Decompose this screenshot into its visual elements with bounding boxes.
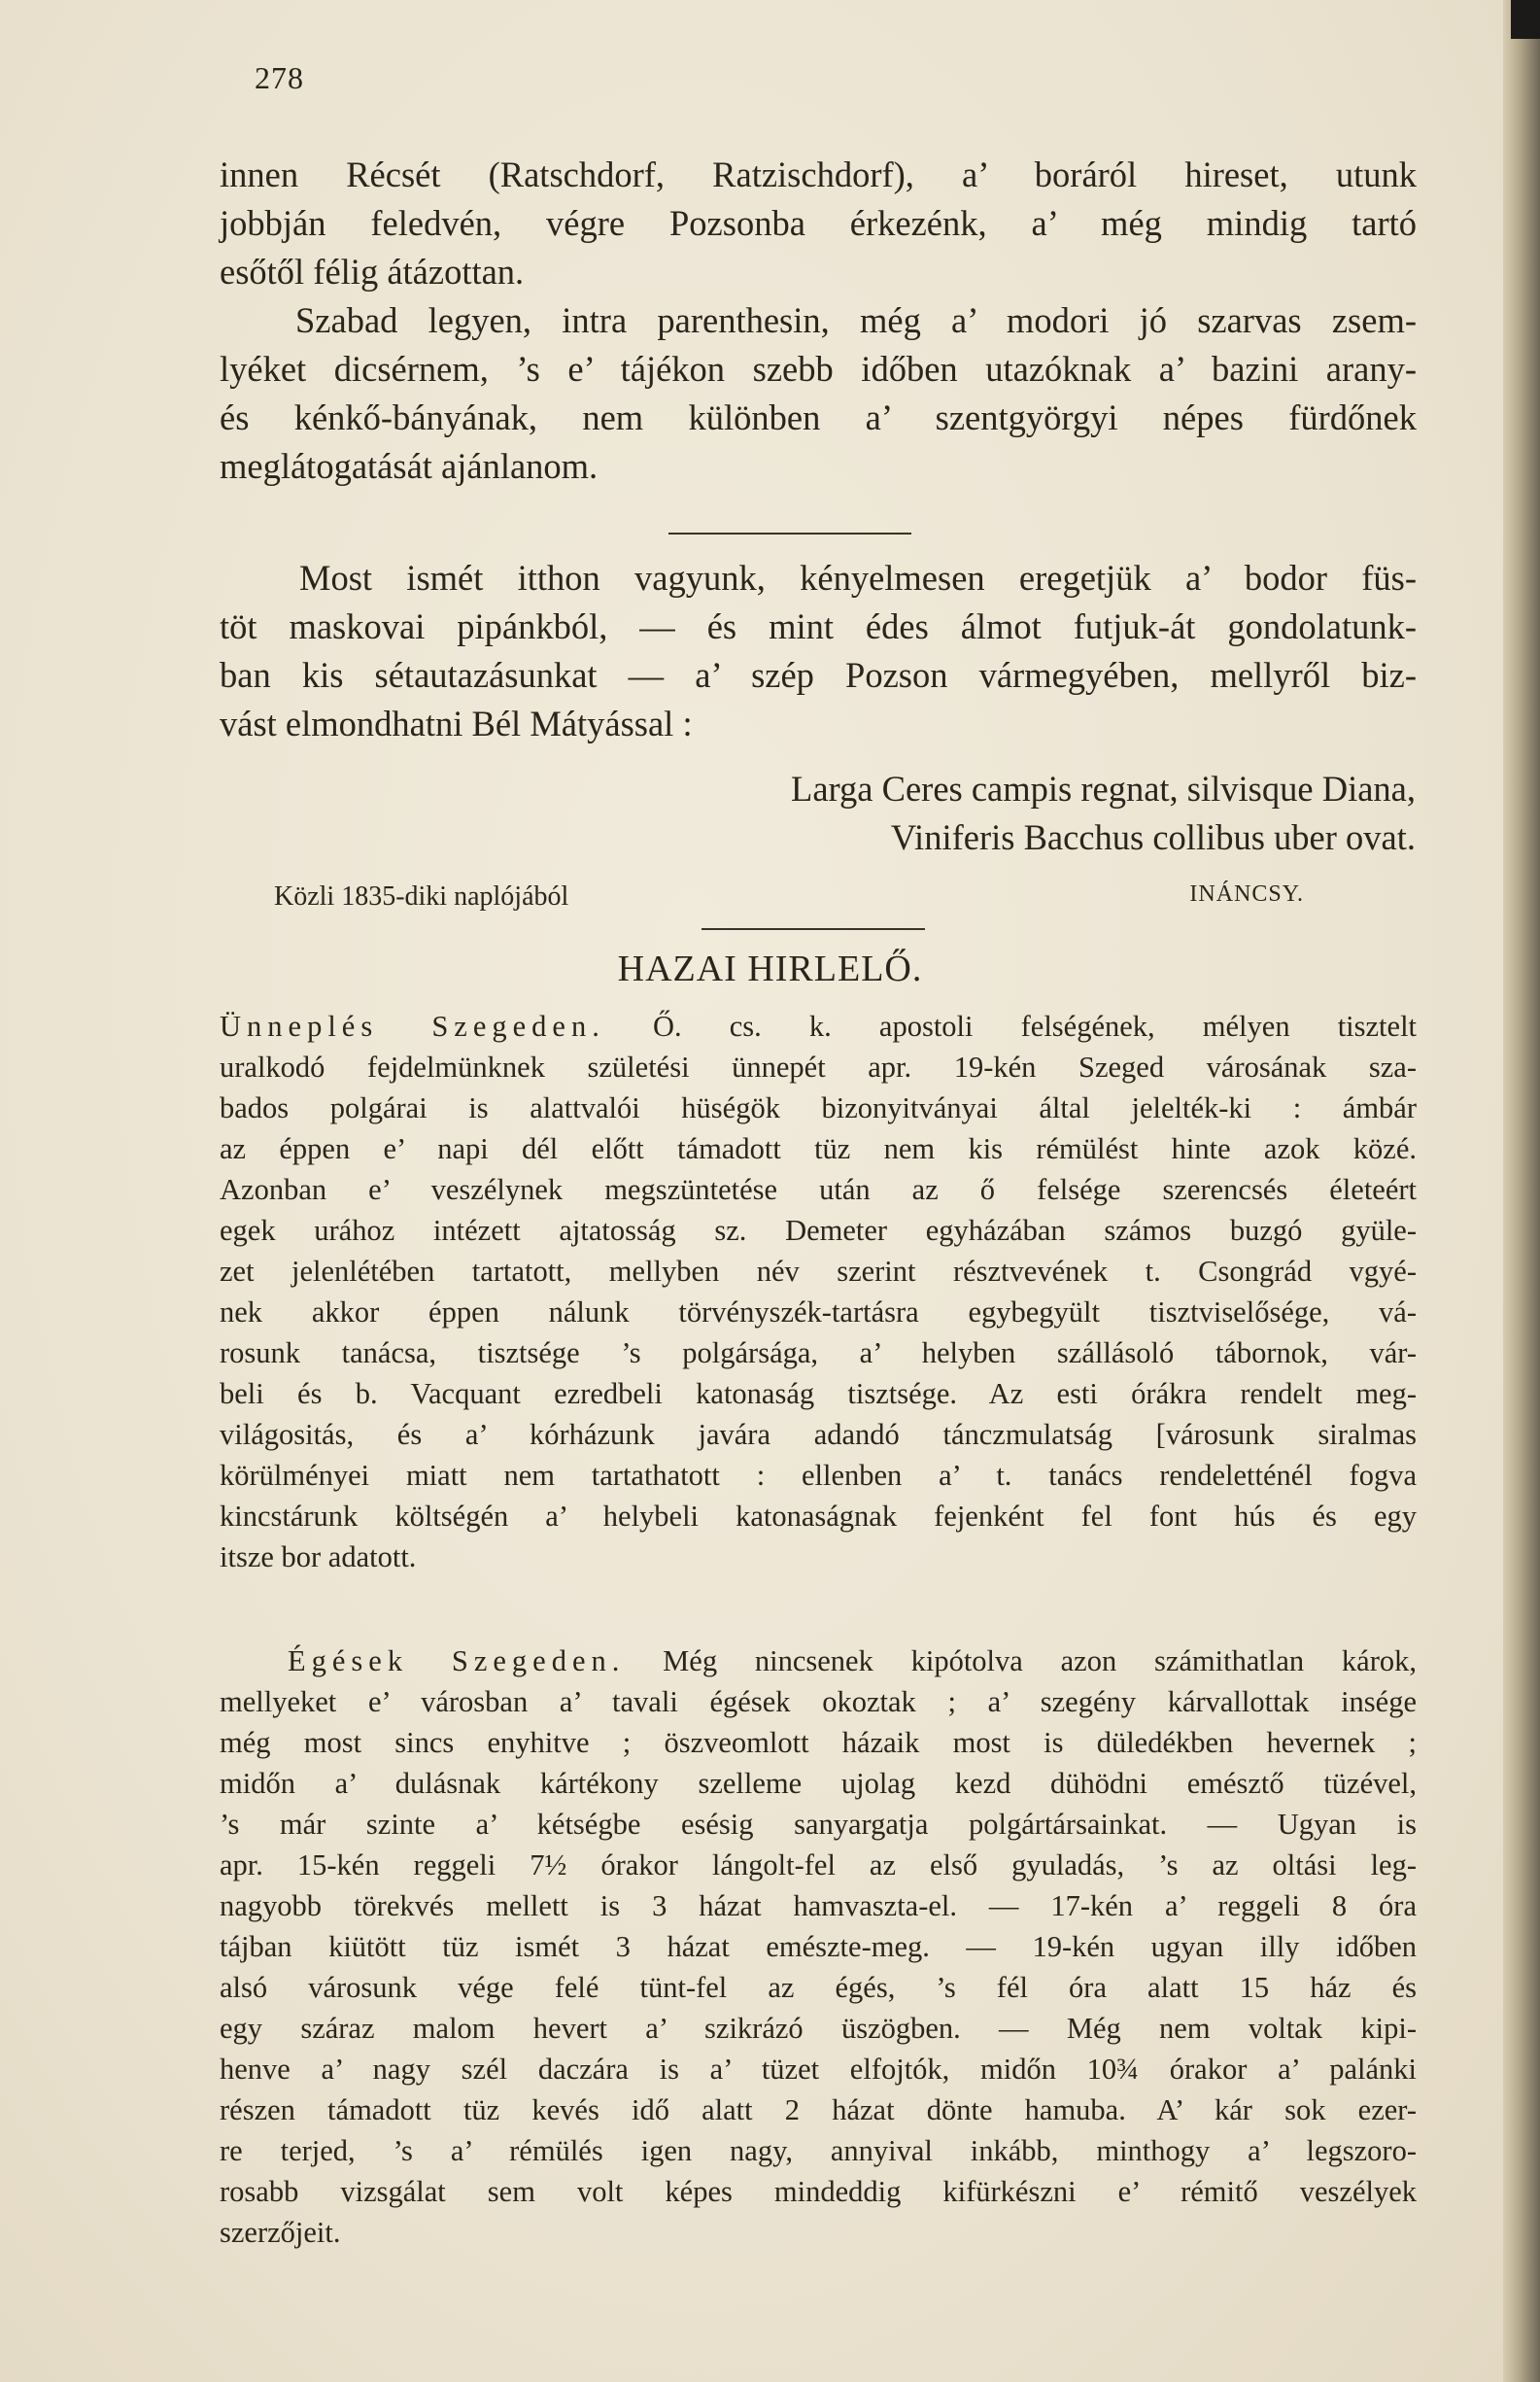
page-edge-shadow — [1503, 0, 1540, 2382]
text-line: Most ismét itthon vagyunk, kényelmesen eregetjük a’ bodor füs- — [299, 558, 1417, 598]
text-line: meglátogatását ajánlanom. — [220, 446, 599, 486]
text-line: apr. 15-kén reggeli 7½ órakor lángolt-fel az első gyuladás, ’s az oltási leg- — [220, 1848, 1417, 1881]
text-line: Szabad legyen, intra parenthesin, még a’ modori jó szarvas zsem- — [295, 300, 1417, 340]
latin-verse-line-1: Larga Ceres campis regnat, silvisque Diana, — [791, 769, 1416, 809]
text-line: nek akkor éppen nálunk törvényszék-tartásra egybegyült tisztviselősége, vá- — [220, 1295, 1417, 1329]
text-line: re terjed, ’s a’ rémülés igen nagy, annyival inkább, minthogy a’ legszoro- — [220, 2134, 1417, 2167]
text-line: mellyeket e’ városban a’ tavali égések okoztak ; a’ szegény kárvallottak insége — [220, 1685, 1417, 1718]
news-item-fires — [220, 1640, 1417, 2253]
text-line: az éppen e’ napi dél előtt támadott tüz nem kis rémülést hinte azok közé. — [220, 1132, 1417, 1165]
news-caption: Égések Szegeden. — [288, 1644, 626, 1677]
text-fragment: Ő. cs. k. apostoli felségének, mélyen tisztelt — [652, 1010, 1418, 1043]
text-line: kincstárunk költségén a’ helybeli katonaságnak fejenként fel font hús és egy — [220, 1500, 1417, 1533]
section-heading: HAZAI HIRLELŐ. — [617, 949, 923, 989]
text-line: beli és b. Vacquant ezredbeli katonaság tisztsége. Az esti órákra rendelt meg- — [220, 1377, 1417, 1410]
text-line: körülményei miatt nem tartathatott : ellenben a’ t. tanács rendeletténél fogva — [220, 1459, 1417, 1492]
text-line: és kénkő-bányának, nem különben a’ szentgyörgyi népes fürdőnek — [220, 397, 1417, 437]
text-line: részen támadott tüz kevés idő alatt 2 házat dönte hamuba. A’ kár sok ezer- — [220, 2093, 1417, 2126]
text-line: rosabb vizsgálat sem volt képes mindeddig kifürkészni e’ rémitő veszélyek — [220, 2175, 1417, 2208]
travel-narrative — [220, 151, 1417, 491]
parenthesis-paragraph — [220, 296, 1417, 491]
text-line: Azonban e’ veszélynek megszüntetése után az ő felsége szerencsés életeért — [220, 1173, 1417, 1206]
text-line: nagyobb törekvés mellett is 3 házat hamvaszta-el. — 17-kén a’ reggeli 8 óra — [220, 1889, 1417, 1922]
signoff — [274, 881, 1304, 913]
text-line: henve a’ nagy szél daczára is a’ tüzet elfojtók, midőn 10¾ órakor a’ palánki — [220, 2053, 1417, 2086]
separator-rule — [702, 928, 925, 930]
text-line: még most sincs enyhitve ; öszveomlott házaik most is düledékben hevernek ; — [220, 1726, 1417, 1759]
text-line — [220, 1006, 1417, 1047]
text-line: bados polgárai is alattvalói hüségök bizonyitványai által jelelték-ki : ámbár — [220, 1091, 1417, 1124]
text-fragment: Még nincsenek kipótolva azon számithatlan károk, — [663, 1644, 1417, 1677]
text-line: esőtől félig átázottan. — [220, 252, 525, 292]
page-number: 278 — [255, 60, 304, 95]
text-line: töt maskovai pipánkból, — és mint édes álmot futjuk-át gondolatunk- — [220, 606, 1417, 646]
text-line: alsó városunk vége felé tünt-fel az égés, ’s fél óra alatt 15 ház és — [220, 1971, 1417, 2004]
text-line: vást elmondhatni Bél Mátyással : — [220, 704, 693, 743]
scan-corner — [1511, 0, 1540, 39]
text-line: tájban kiütött tüz ismét 3 házat emészte-meg. — 19-kén ugyan illy időben — [220, 1930, 1417, 1963]
news-caption: Ünneplés Szegeden. — [220, 1010, 605, 1043]
text-line: itsze bor adatott. — [220, 1540, 417, 1573]
text-line: egek urához intézett ajtatosság sz. Demeter egyházában számos buzgó gyüle- — [220, 1214, 1417, 1247]
signoff-source: Közli 1835-diki naplójából — [274, 881, 569, 912]
text-line: zet jelenlétében tartatott, mellyben név szerint résztvevének t. Csongrád vgyé- — [220, 1255, 1417, 1288]
latin-verse-line-2: Viniferis Bacchus collibus uber ovat. — [890, 817, 1416, 857]
continuation-paragraph — [220, 151, 1417, 296]
text-line: jobbján feledvén, végre Pozsonba érkezénk, a’ még mindig tartó — [220, 203, 1417, 243]
signoff-author: INÁNCSY. — [1189, 881, 1304, 907]
text-line: ban kis sétautazásunkat — a’ szép Pozson vármegyében, mellyről biz- — [220, 655, 1417, 695]
text-line — [220, 1640, 1417, 1681]
text-line: lyéket dicsérnem, ’s e’ tájékon szebb időben utazóknak a’ bazini arany- — [220, 349, 1417, 389]
text-line: midőn a’ dulásnak kártékony szelleme ujolag kezd dühödni emésztő tüzével, — [220, 1767, 1417, 1800]
text-line: uralkodó fejdelmünknek születési ünnepét apr. 19-kén Szeged városának sza- — [220, 1051, 1417, 1084]
news-item-celebration — [220, 1006, 1417, 1577]
text-line: rosunk tanácsa, tisztsége ’s polgársága, a’ helyben szállásoló tábornok, vár- — [220, 1336, 1417, 1369]
text-line: egy száraz malom hevert a’ szikrázó üszögben. — Még nem voltak kipi- — [220, 2012, 1417, 2045]
text-line: ’s már szinte a’ kétségbe esésig sanyargatja polgártársainkat. — Ugyan is — [220, 1808, 1417, 1841]
text-line: innen Récsét (Ratschdorf, Ratzischdorf), a’ boráról hireset, utunk — [220, 155, 1417, 194]
text-line: szerzőjeit. — [220, 2216, 341, 2249]
separator-rule — [668, 533, 911, 535]
text-line: világositás, és a’ kórházunk javára adandó tánczmulatság [városunk siralmas — [220, 1418, 1417, 1451]
home-paragraph — [220, 554, 1417, 748]
